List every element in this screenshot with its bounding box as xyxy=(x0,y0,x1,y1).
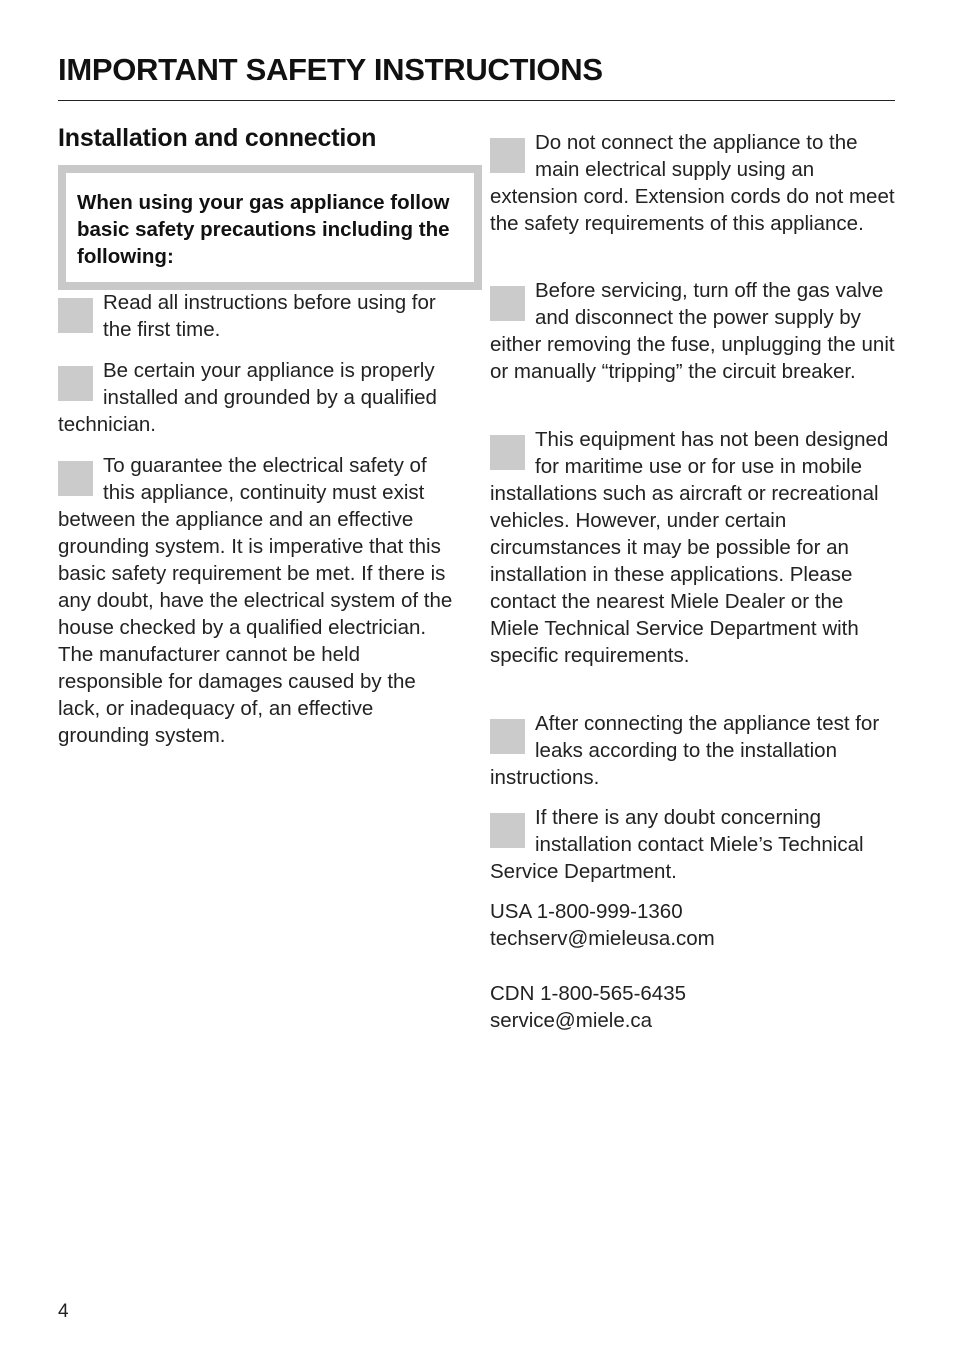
contact-phone: CDN 1-800-565-6435 xyxy=(490,982,687,1005)
bullet-square-icon xyxy=(490,138,525,173)
safety-item-text: This equipment has not been designed for maritime use or for use in mobile installations such as aircraft or recreational vehicles. However, under certain circumstances it may be possible for an installation in these applications. Please contact the nearest Miele Dealer or the Miele Technical Service Department with specific requirements. xyxy=(490,428,889,667)
title-divider xyxy=(58,100,895,101)
contact-email[interactable]: service@miele.ca xyxy=(490,1009,653,1032)
safety-item xyxy=(58,357,463,438)
safety-item xyxy=(58,289,463,343)
safety-item-text: To guarantee the electrical safety of this appliance, continuity must exist between the appliance and an effective grounding system. It is imperative that this basic safety requirement be met. If there is any doubt, have the electrical system of the house checked by a qualified electrician. The manufacturer cannot be held responsible for damages caused by the lack, or inadequacy of, an effective grounding system. xyxy=(58,454,453,747)
contact-usa xyxy=(490,898,715,952)
safety-item xyxy=(490,804,895,885)
safety-item xyxy=(490,426,895,669)
safety-item xyxy=(490,129,895,237)
safety-item-text: If there is any doubt concerning installation contact Miele’s Technical Service Department. xyxy=(490,806,864,883)
safety-item-text: Before servicing, turn off the gas valve and disconnect the power supply by either removing the fuse, unplugging the unit or manually “tripping” the circuit breaker. xyxy=(490,279,895,383)
safety-item-text: Do not connect the appliance to the main electrical supply using an extension cord. Extension cords do not meet the safety requirements of this appliance. xyxy=(490,131,895,235)
contact-canada xyxy=(490,980,686,1034)
precautions-callout xyxy=(58,165,482,290)
section-heading: Installation and connection xyxy=(58,124,377,152)
safety-item xyxy=(490,277,895,385)
bullet-square-icon xyxy=(490,719,525,754)
page-title: IMPORTANT SAFETY INSTRUCTIONS xyxy=(58,52,603,87)
bullet-square-icon xyxy=(58,461,93,496)
bullet-square-icon xyxy=(490,286,525,321)
safety-item-text: Be certain your appliance is properly installed and grounded by a qualified technician. xyxy=(58,359,437,436)
safety-item-text: After connecting the appliance test for leaks according to the installation instructions. xyxy=(490,712,880,789)
page-number: 4 xyxy=(58,1301,69,1322)
safety-item-text: Read all instructions before using for the first time. xyxy=(103,291,436,341)
bullet-square-icon xyxy=(58,298,93,333)
bullet-square-icon xyxy=(490,435,525,470)
contact-email[interactable]: techserv@mieleusa.com xyxy=(490,927,715,950)
contact-phone: USA 1-800-999-1360 xyxy=(490,900,683,923)
safety-item xyxy=(58,452,463,749)
callout-text: When using your gas appliance follow basic safety precautions including the following: xyxy=(77,191,450,268)
bullet-square-icon xyxy=(58,366,93,401)
bullet-square-icon xyxy=(490,813,525,848)
safety-item xyxy=(490,710,895,791)
